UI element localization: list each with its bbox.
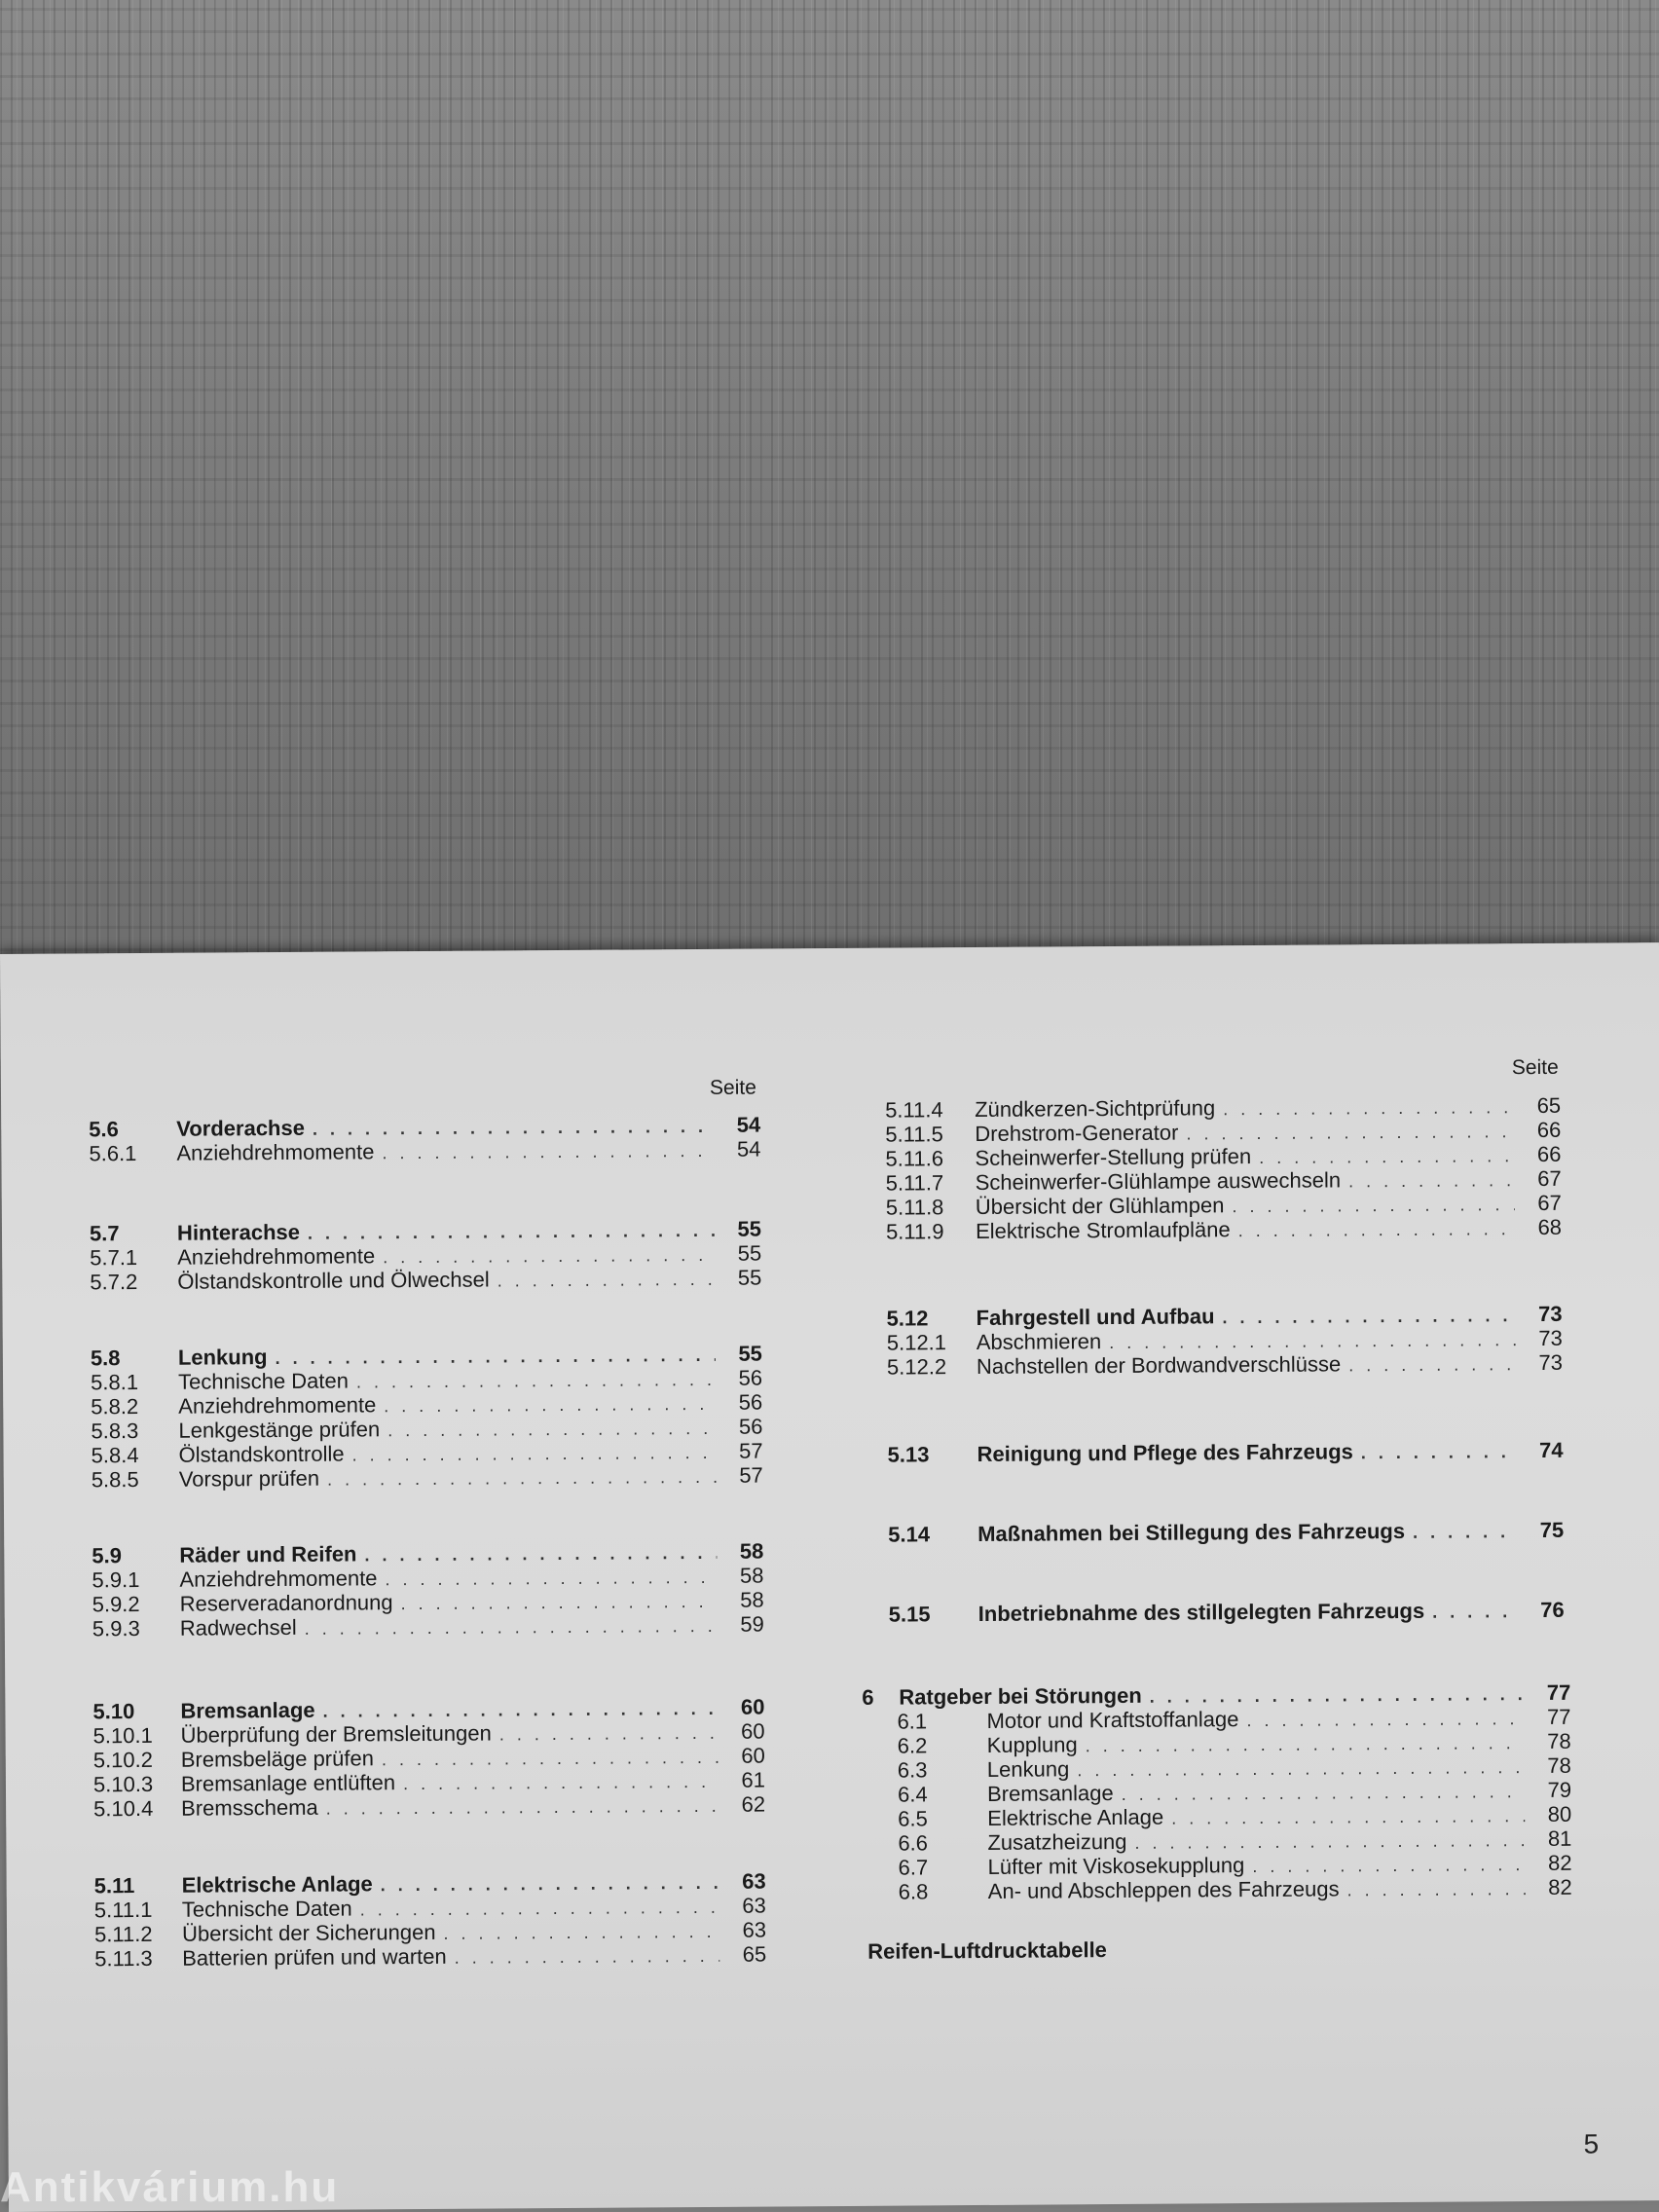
toc-section-title: Bremsanlage [986,1781,1114,1806]
toc-section-title: Bremsschema [181,1794,318,1821]
toc-section-number: 5.11.2 [93,1921,153,1947]
toc-section-number: 6 [862,1684,874,1710]
toc-section-title: Räder und Reifen [179,1541,357,1567]
toc-page-number: 82 [1548,1874,1572,1899]
toc-page-number: 68 [1537,1214,1563,1239]
toc-page-number: 60 [741,1743,765,1768]
toc-section-number: 6.3 [897,1757,928,1783]
toc-entry [888,1518,1564,1548]
toc-leader-dots [327,1464,717,1493]
toc-entry [887,1350,1563,1381]
toc-leader-dots [1346,1876,1525,1902]
toc-section-title: Reserveradanordnung [179,1590,393,1616]
toc-section-number: 5.7.1 [90,1245,138,1271]
toc-page-number: 82 [1547,1850,1572,1875]
toc-entry [889,1598,1565,1628]
toc-page-number: 56 [738,1414,763,1439]
toc-section-title: Elektrische Anlage [181,1871,373,1898]
toc-section-number: 5.10.2 [92,1747,154,1773]
toc-section-number: 5.9.1 [92,1567,140,1593]
toc-section-number: 5.9.2 [92,1592,140,1617]
toc-section-title: Lüfter mit Viskosekupplung [987,1853,1245,1879]
toc-section-title: Radwechsel [179,1614,297,1641]
toc-page-number: 55 [737,1265,762,1290]
toc-section-number: 5.11.4 [885,1097,943,1123]
toc-leader-dots [382,1138,714,1165]
toc-section-title: Scheinwerfer-Glühlampe auswechseln [975,1167,1342,1196]
toc-section-number: 5.12 [886,1306,929,1331]
toc-section-title: Lenkung [986,1756,1070,1782]
toc-section-number: 5.8.2 [91,1394,139,1419]
toc-section-title: Übersicht der Glühlampen [975,1193,1225,1220]
toc-section-title: Vorderachse [176,1115,305,1141]
toc-section-title: Lenkgestänge prüfen [178,1417,381,1443]
toc-section-number: 5.7 [89,1221,120,1246]
toc-section-title: Motor und Kraftstoffanlage [986,1707,1239,1733]
toc-section-title: Bremsanlage [180,1697,315,1723]
toc-entry [93,1792,765,1823]
toc-section-title: An- und Abschleppen des Fahrzeugs [987,1876,1340,1903]
toc-leader-dots [1348,1167,1515,1194]
toc-section-title: Ölstandskontrolle [178,1441,345,1467]
toc-page-number: 63 [742,1893,766,1918]
toc-section-number: 5.14 [888,1522,931,1547]
toc-section-title: Nachstellen der Bordwandverschlüsse [976,1351,1342,1380]
toc-section-number: 5.8.1 [90,1370,139,1395]
toc-section-title: Überprüfung der Bremsleitungen [180,1720,492,1748]
toc-section-number: 5.10.1 [92,1722,153,1749]
toc-section-number: 6.2 [897,1733,928,1758]
toc-section-number: 5.8 [90,1346,121,1371]
toc-section-title: Reinigung und Pflege des Fahrzeugs [977,1439,1353,1467]
toc-page-number: 73 [1538,1325,1563,1350]
toc-section-number: 5.12.2 [886,1354,947,1380]
toc-section-title: Elektrische Stromlaufpläne [975,1217,1231,1244]
toc-section-title: Kupplung [986,1732,1078,1757]
toc-section-number: 5.13 [887,1442,930,1467]
toc-section-number: 5.9.3 [92,1616,140,1641]
toc-entry [94,1942,766,1972]
seite-label-right: Seite [1511,1055,1559,1080]
toc-entry [899,1875,1572,1905]
toc-page-number: 63 [742,1917,767,1942]
toc-leader-dots [1361,1439,1517,1465]
toc-leader-dots [1432,1599,1518,1625]
toc-section-title: Technische Daten [177,1368,350,1394]
toc-leader-dots [1238,1216,1515,1243]
toc-page-number: 58 [739,1563,764,1588]
toc-section-number: 5.9 [92,1543,122,1568]
toc-page-number: 62 [741,1791,766,1817]
toc-page-number: 80 [1547,1801,1572,1826]
toc-page-number: 54 [736,1112,761,1137]
toc-section-title: Übersicht der Sicherungen [181,1919,436,1946]
toc-section-title: Anziehdrehmomente [177,1243,376,1270]
toc-page-number: 78 [1547,1728,1571,1753]
toc-page-number: 66 [1536,1117,1562,1142]
toc-page-number: 60 [740,1694,765,1719]
toc-page-number: 67 [1537,1165,1562,1191]
toc-leader-dots [326,1793,719,1822]
toc-section-title: Lenkung [177,1345,268,1370]
toc-section-number: 5.11.8 [885,1195,944,1220]
book-cover-background [0,0,1659,974]
toc-page-number: 74 [1539,1437,1564,1462]
toc-page-number: 59 [740,1611,764,1637]
toc-page-number: 77 [1546,1704,1571,1729]
toc-page-number: 65 [1536,1092,1562,1118]
toc-section-title: Zündkerzen-Sichtprüfung [975,1095,1216,1123]
toc-page-number: 77 [1546,1679,1571,1705]
toc-section-number: 6.1 [897,1709,928,1734]
toc-section-number: 5.11.1 [93,1897,153,1923]
toc-section-number: 5.12.1 [886,1330,947,1355]
toc-page-number: 56 [738,1389,763,1415]
toc-page-number: 55 [737,1216,762,1241]
toc-leader-dots [1413,1519,1517,1545]
toc-section-number: 5.11.5 [885,1122,943,1147]
toc-section-number: 5.6.1 [89,1141,137,1166]
toc-entry [90,1266,761,1296]
toc-section-title: Anziehdrehmomente [179,1566,378,1592]
toc-section-number: 6.8 [898,1879,929,1904]
toc-section-number: 5.10 [92,1699,135,1724]
toc-page-number: 57 [739,1462,763,1488]
toc-entry [92,1463,763,1493]
toc-section-number: 5.8.4 [91,1443,139,1468]
toc-section-title: Bremsanlage entlüften [180,1770,396,1796]
toc-page-number: 54 [736,1136,761,1161]
toc-section-title: Ölstandskontrolle und Ölwechsel [177,1267,490,1294]
toc-section-title: Technische Daten [181,1896,352,1922]
toc-section-number: 5.11.3 [94,1945,153,1972]
toc-section-title: Hinterachse [176,1219,301,1245]
seite-label-left: Seite [709,1076,756,1099]
toc-section-title: Drehstrom-Generator [975,1120,1179,1147]
reifen-luftdrucktabelle-entry [867,1937,1107,1965]
toc-page-number: 63 [742,1868,766,1894]
toc-section-number: 5.6 [89,1117,119,1142]
toc-section-number: 5.10.4 [93,1795,154,1822]
watermark-logo: Antikvárium.hu [0,2163,340,2211]
toc-entry [89,1137,760,1167]
toc-section-number: 5.8.5 [91,1467,139,1493]
toc-page-number: 65 [742,1941,767,1967]
toc-section-title: Anziehdrehmomente [176,1139,375,1165]
toc-section-number: 5.11.6 [885,1146,944,1171]
toc-entry [886,1215,1562,1245]
toc-leader-dots [305,1613,718,1641]
toc-section-number: 6.5 [898,1806,928,1831]
toc-page-number: 81 [1547,1825,1572,1851]
toc-section-title: Ratgeber bei Störungen [899,1682,1142,1710]
toc-page-number: 66 [1536,1141,1562,1166]
toc-leader-dots [455,1943,720,1971]
toc-section-number: 6.6 [898,1830,929,1856]
toc-section-title: Anziehdrehmomente [178,1392,377,1419]
toc-leader-dots [1348,1351,1516,1378]
toc-section-title: Inbetriebnahme des stillgelegten Fahrzeugs [977,1598,1425,1627]
toc-page-number: 61 [741,1767,766,1792]
toc-section-title: Vorspur prüfen [178,1465,320,1492]
toc-section-title: Fahrgestell und Aufbau [976,1304,1215,1331]
toc-section-title: Zusatzheizung [987,1828,1127,1855]
toc-page-number: 79 [1547,1777,1572,1802]
toc-page-number: 57 [739,1438,763,1463]
toc-section-number: 5.11.9 [885,1219,944,1244]
toc-section-number: 5.11 [93,1873,135,1899]
contents-page [0,942,1659,2212]
toc-entry [888,1438,1564,1468]
toc-page-number: 56 [738,1365,763,1390]
toc-section-title: Bremsbeläge prüfen [180,1746,374,1772]
toc-section-title: Batterien prüfen und warten [182,1943,447,1971]
reifen-title: Reifen-Luftdrucktabelle [867,1937,1107,1964]
toc-section-title: Abschmieren [976,1329,1102,1355]
toc-entry [92,1612,764,1642]
toc-section-number: 5.11.7 [885,1170,944,1196]
toc-page-number: 75 [1539,1517,1565,1542]
toc-page-number: 67 [1537,1190,1562,1215]
toc-page-number: 60 [741,1718,765,1744]
toc-section-number: 5.15 [888,1602,931,1627]
toc-section-title: Maßnahmen bei Stillegung des Fahrzeugs [977,1518,1406,1547]
toc-section-title: Elektrische Anlage [987,1804,1164,1830]
toc-page-number: 76 [1540,1597,1565,1622]
toc-section-number: 6.7 [898,1855,929,1880]
toc-leader-dots [498,1267,716,1294]
toc-section-title: Scheinwerfer-Stellung prüfen [975,1144,1252,1171]
toc-section-number: 6.4 [897,1782,928,1807]
toc-page-number: 58 [740,1587,764,1612]
toc-page-number: 73 [1538,1349,1564,1375]
toc-page-number: 55 [738,1341,762,1366]
page-number: 5 [1583,2128,1600,2159]
toc-page-number: 78 [1547,1752,1571,1778]
toc-page-number: 55 [737,1240,762,1266]
toc-page-number: 73 [1538,1301,1563,1326]
toc-section-number: 5.10.3 [92,1771,154,1797]
toc-section-number: 5.7.2 [90,1270,138,1295]
toc-section-number: 5.8.3 [91,1419,139,1444]
toc-page-number: 58 [739,1538,764,1564]
